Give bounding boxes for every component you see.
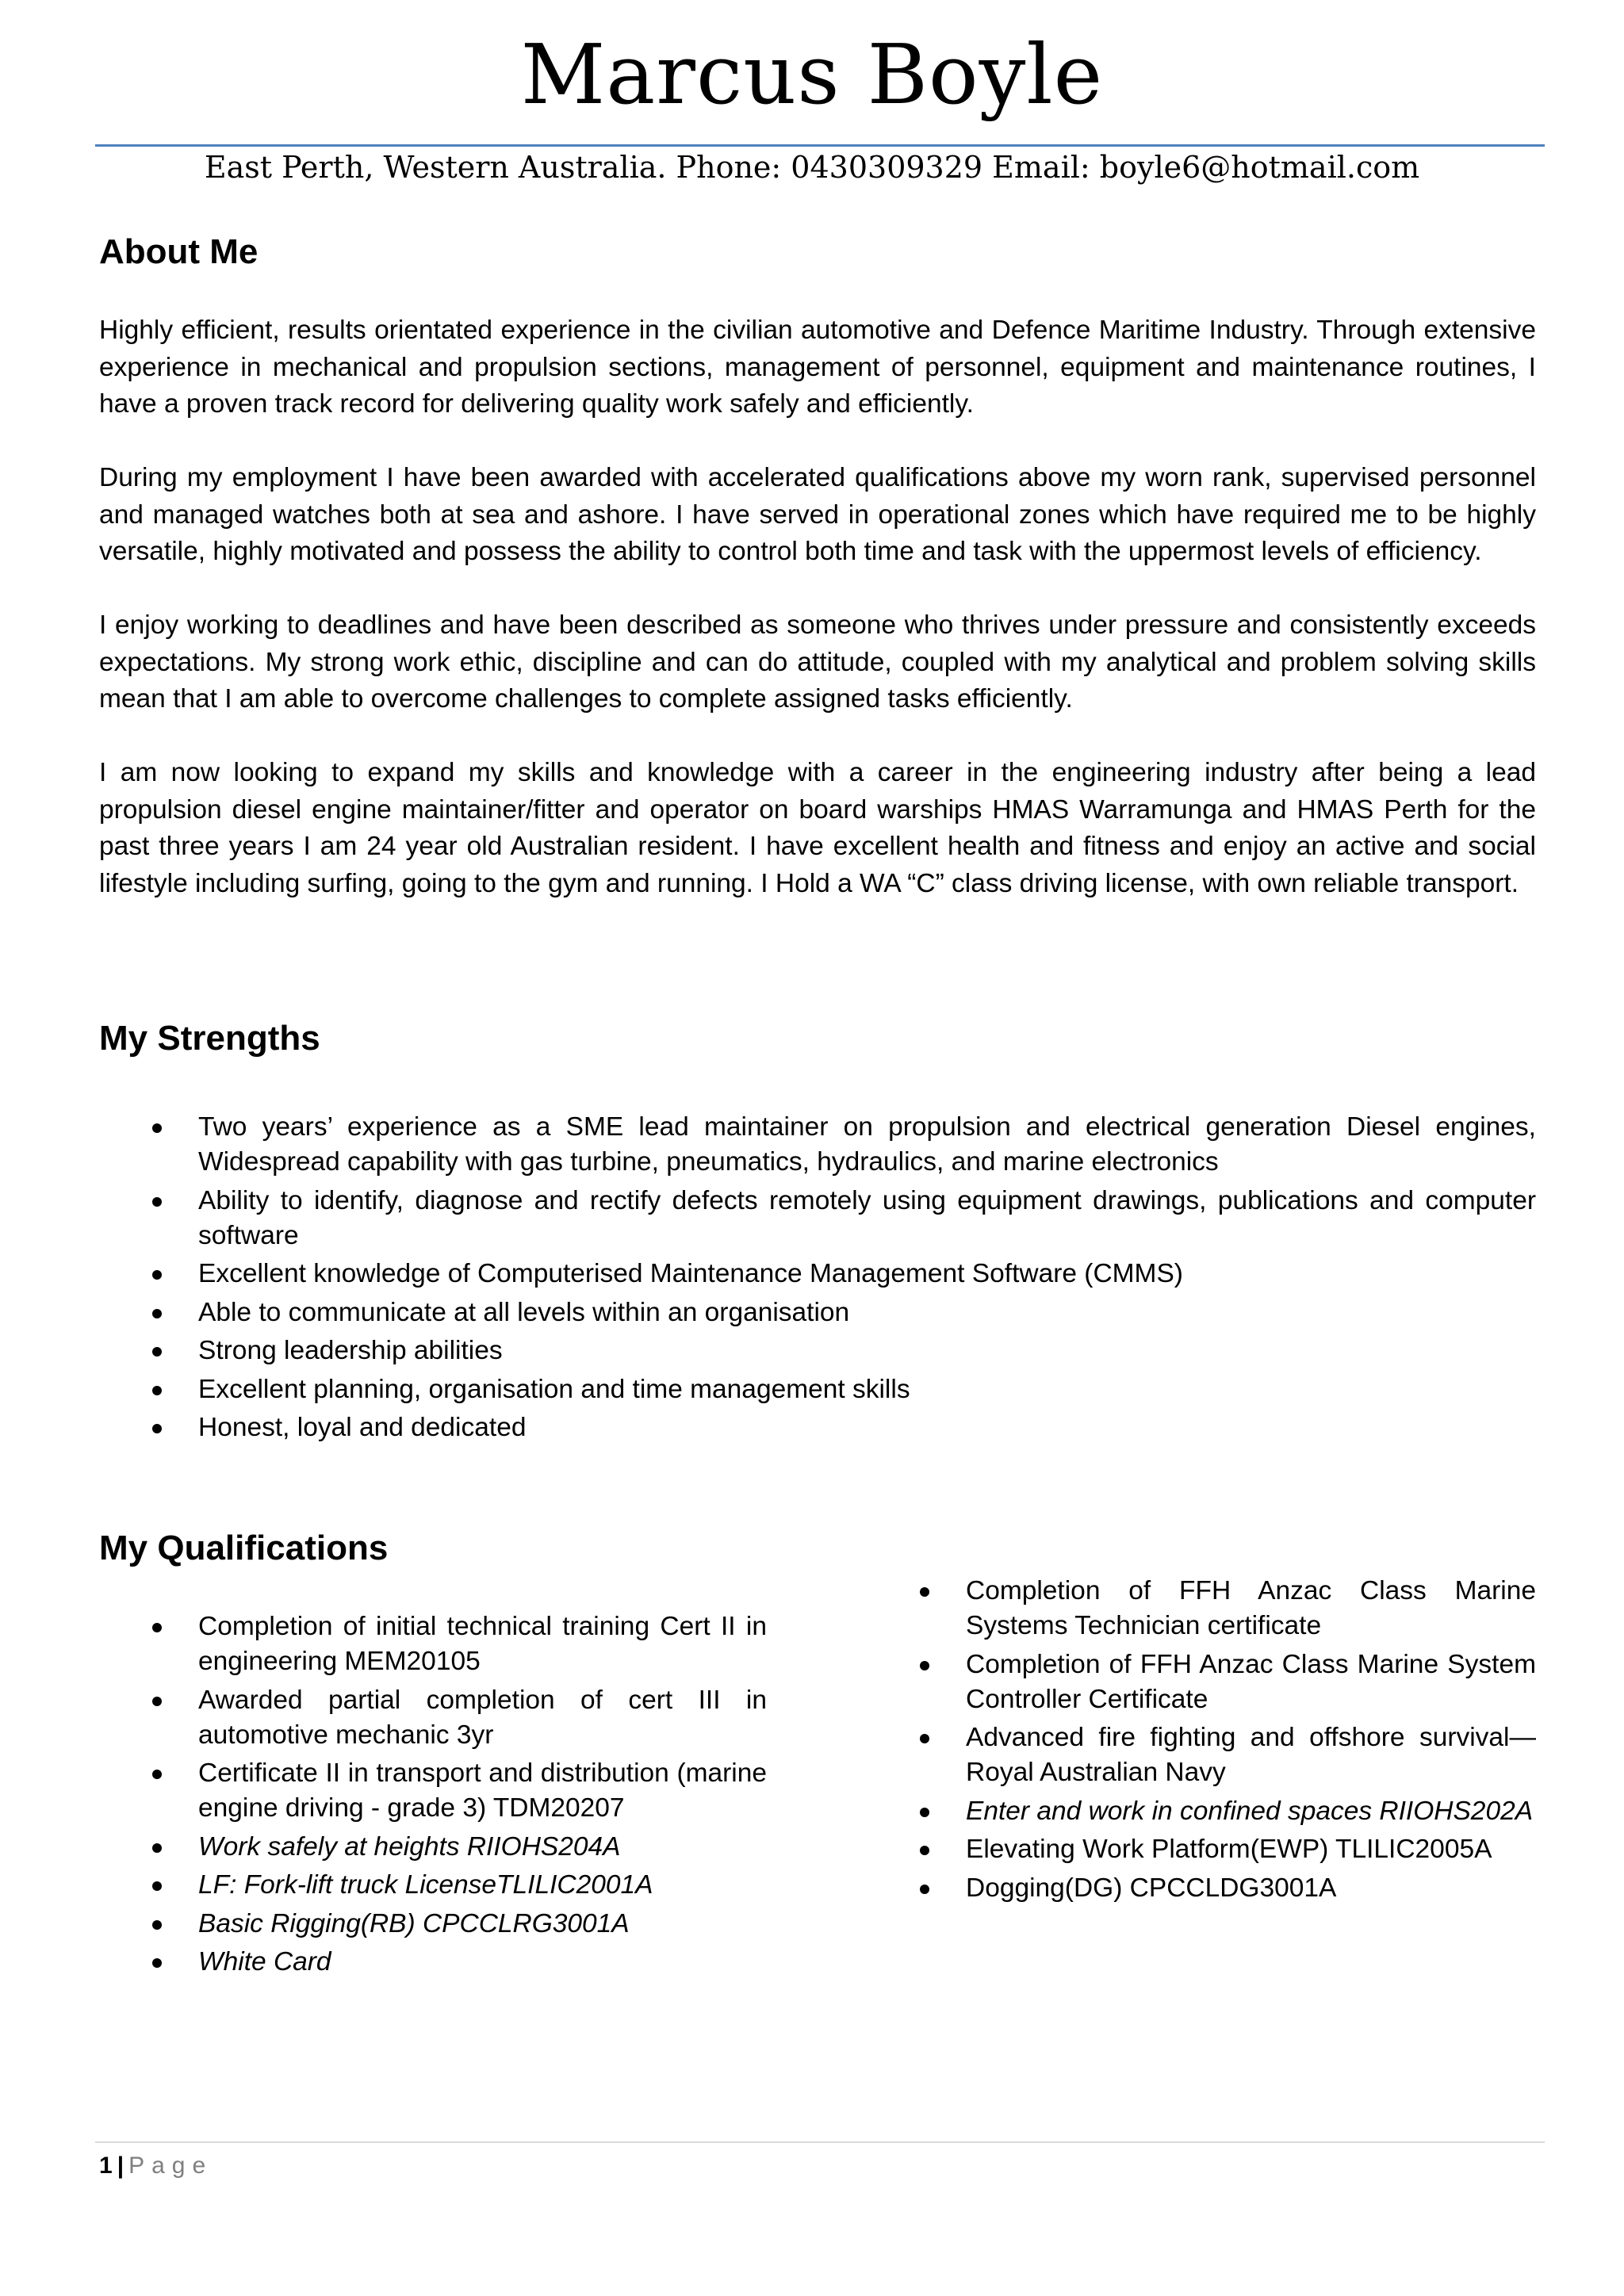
list-item-text: Two years’ experience as a SME lead maintainer on propulsion and electrical generation Diesel engines, Widespread capability with gas turbine, pneumatics, hydraulics, and marine electronics (198, 1112, 1536, 1177)
bullet-icon (152, 1770, 162, 1779)
list-item-text: Honest, loyal and dedicated (198, 1413, 527, 1442)
contact-line: East Perth, Western Australia. Phone: 0430309329 Email: boyle6@hotmail.com (204, 150, 1420, 185)
candidate-name: Marcus Boyle (520, 26, 1104, 123)
list-item (99, 1683, 767, 1753)
bullet-icon (152, 1623, 162, 1632)
list-item (99, 1410, 1536, 1445)
page-footer (99, 2150, 213, 2182)
strengths-list (99, 1110, 1536, 1449)
page-number: 1 (99, 2152, 113, 2179)
list-item (99, 1372, 1536, 1407)
title-divider (95, 144, 1545, 147)
bullet-icon (152, 1386, 162, 1395)
list-item (867, 1720, 1536, 1790)
about-paragraph: I am now looking to expand my skills and knowledge with a career in the engineering industry after being a lead propulsion diesel engine maintainer/fitter and operator on board warships HMAS Warramunga and HMAS Perth for the past three years I am 24 year old Australian resident. I have excellent health and fitness and enjoy an active and social lifestyle including surfing, going to the gym and running. I Hold a WA “C” class driving license, with own reliable transport. (99, 758, 1536, 898)
bullet-icon (152, 1958, 162, 1968)
list-item-text: Able to communicate at all levels within an organisation (198, 1297, 850, 1327)
list-item-text: Completion of initial technical training Cert II in engineering MEM20105 (198, 1612, 767, 1676)
list-item-text: Dogging(DG) CPCCLDG3001A (966, 1873, 1337, 1903)
page-label: Page (128, 2152, 213, 2179)
about-paragraph: During my employment I have been awarded with accelerated qualifications above my worn rank, supervised personnel and managed watches both at sea and ashore. I have served in operational zones which have required me to be highly versatile, highly motivated and possess the ability to control both time and task with the uppermost levels of efficiency. (99, 463, 1536, 566)
list-item (99, 1334, 1536, 1368)
list-item (99, 1756, 767, 1826)
bullet-icon (152, 1197, 162, 1207)
qualifications-heading: My Qualifications (99, 1529, 389, 1567)
about-section (99, 312, 1536, 902)
list-item (99, 1907, 767, 1942)
bullet-icon (152, 1270, 162, 1280)
list-item (99, 1110, 1536, 1180)
list-item (99, 1868, 767, 1903)
list-item (99, 1257, 1536, 1292)
list-item (867, 1871, 1536, 1906)
list-item-text: Excellent planning, organisation and time management skills (198, 1374, 910, 1404)
list-item (99, 1830, 767, 1865)
bullet-icon (152, 1697, 162, 1706)
list-item-text: Advanced fire fighting and offshore survival—Royal Australian Navy (966, 1723, 1536, 1787)
bullet-icon (920, 1587, 929, 1597)
list-item (867, 1574, 1536, 1644)
qualifications-left-list (99, 1609, 767, 1984)
list-item-text: Enter and work in confined spaces RIIOHS202A (966, 1796, 1534, 1826)
bullet-icon (920, 1661, 929, 1670)
list-item-text: Ability to identify, diagnose and rectify defects remotely using equipment drawings, publications and computer software (198, 1185, 1536, 1250)
list-item-text: Completion of FFH Anzac Class Marine Systems Technician certificate (966, 1576, 1536, 1640)
list-item (99, 1945, 767, 1980)
bullet-icon (152, 1347, 162, 1357)
list-item-text: Strong leadership abilities (198, 1336, 503, 1365)
qualifications-right-list (867, 1574, 1536, 1909)
list-item-text: Awarded partial completion of cert III in automotive mechanic 3yr (198, 1685, 767, 1750)
about-heading: About Me (99, 232, 259, 271)
bullet-icon (920, 1846, 929, 1855)
list-item (99, 1184, 1536, 1253)
list-item-text: Excellent knowledge of Computerised Maintenance Management Software (CMMS) (198, 1259, 1183, 1288)
strengths-heading: My Strengths (99, 1019, 320, 1058)
bullet-icon (920, 1734, 929, 1743)
list-item-text: Completion of FFH Anzac Class Marine System Controller Certificate (966, 1649, 1536, 1714)
bullet-icon (152, 1123, 162, 1133)
list-item-text: Basic Rigging(RB) CPCCLRG3001A (198, 1908, 630, 1938)
list-item-text: Certificate II in transport and distribution (marine engine driving - grade 3) TDM20207 (198, 1758, 767, 1823)
list-item-text: Work safely at heights RIIOHS204A (198, 1831, 621, 1862)
bullet-icon (920, 1808, 929, 1817)
bullet-icon (152, 1920, 162, 1930)
bullet-icon (152, 1424, 162, 1433)
list-item (867, 1647, 1536, 1717)
bullet-icon (152, 1843, 162, 1853)
list-item (99, 1295, 1536, 1330)
footer-separator: | (117, 2152, 124, 2179)
about-paragraph: I enjoy working to deadlines and have been described as someone who thrives under pressure and consistently exceeds expectations. My strong work ethic, discipline and can do attitude, coupled with my analytical and problem solving skills mean that I am able to overcome challenges to complete assigned tasks efficiently. (99, 610, 1536, 714)
list-item (867, 1832, 1536, 1867)
list-item-text: White Card (198, 1947, 331, 1976)
about-paragraph: Highly efficient, results orientated experience in the civilian automotive and Defence Maritime Industry. Through extensive experience in mechanical and propulsion sections, management of personnel, equipment and maintenance routines, I have a proven track record for delivering quality work safely and efficiently. (99, 316, 1536, 419)
list-item (99, 1609, 767, 1679)
bullet-icon (152, 1881, 162, 1891)
list-item (867, 1794, 1536, 1829)
footer-divider (95, 2141, 1545, 2143)
list-item-text: Elevating Work Platform(EWP) TLILIC2005A (966, 1835, 1492, 1864)
list-item-text: LF: Fork-lift truck LicenseTLILIC2001A (198, 1870, 653, 1900)
bullet-icon (152, 1309, 162, 1318)
bullet-icon (920, 1885, 929, 1894)
